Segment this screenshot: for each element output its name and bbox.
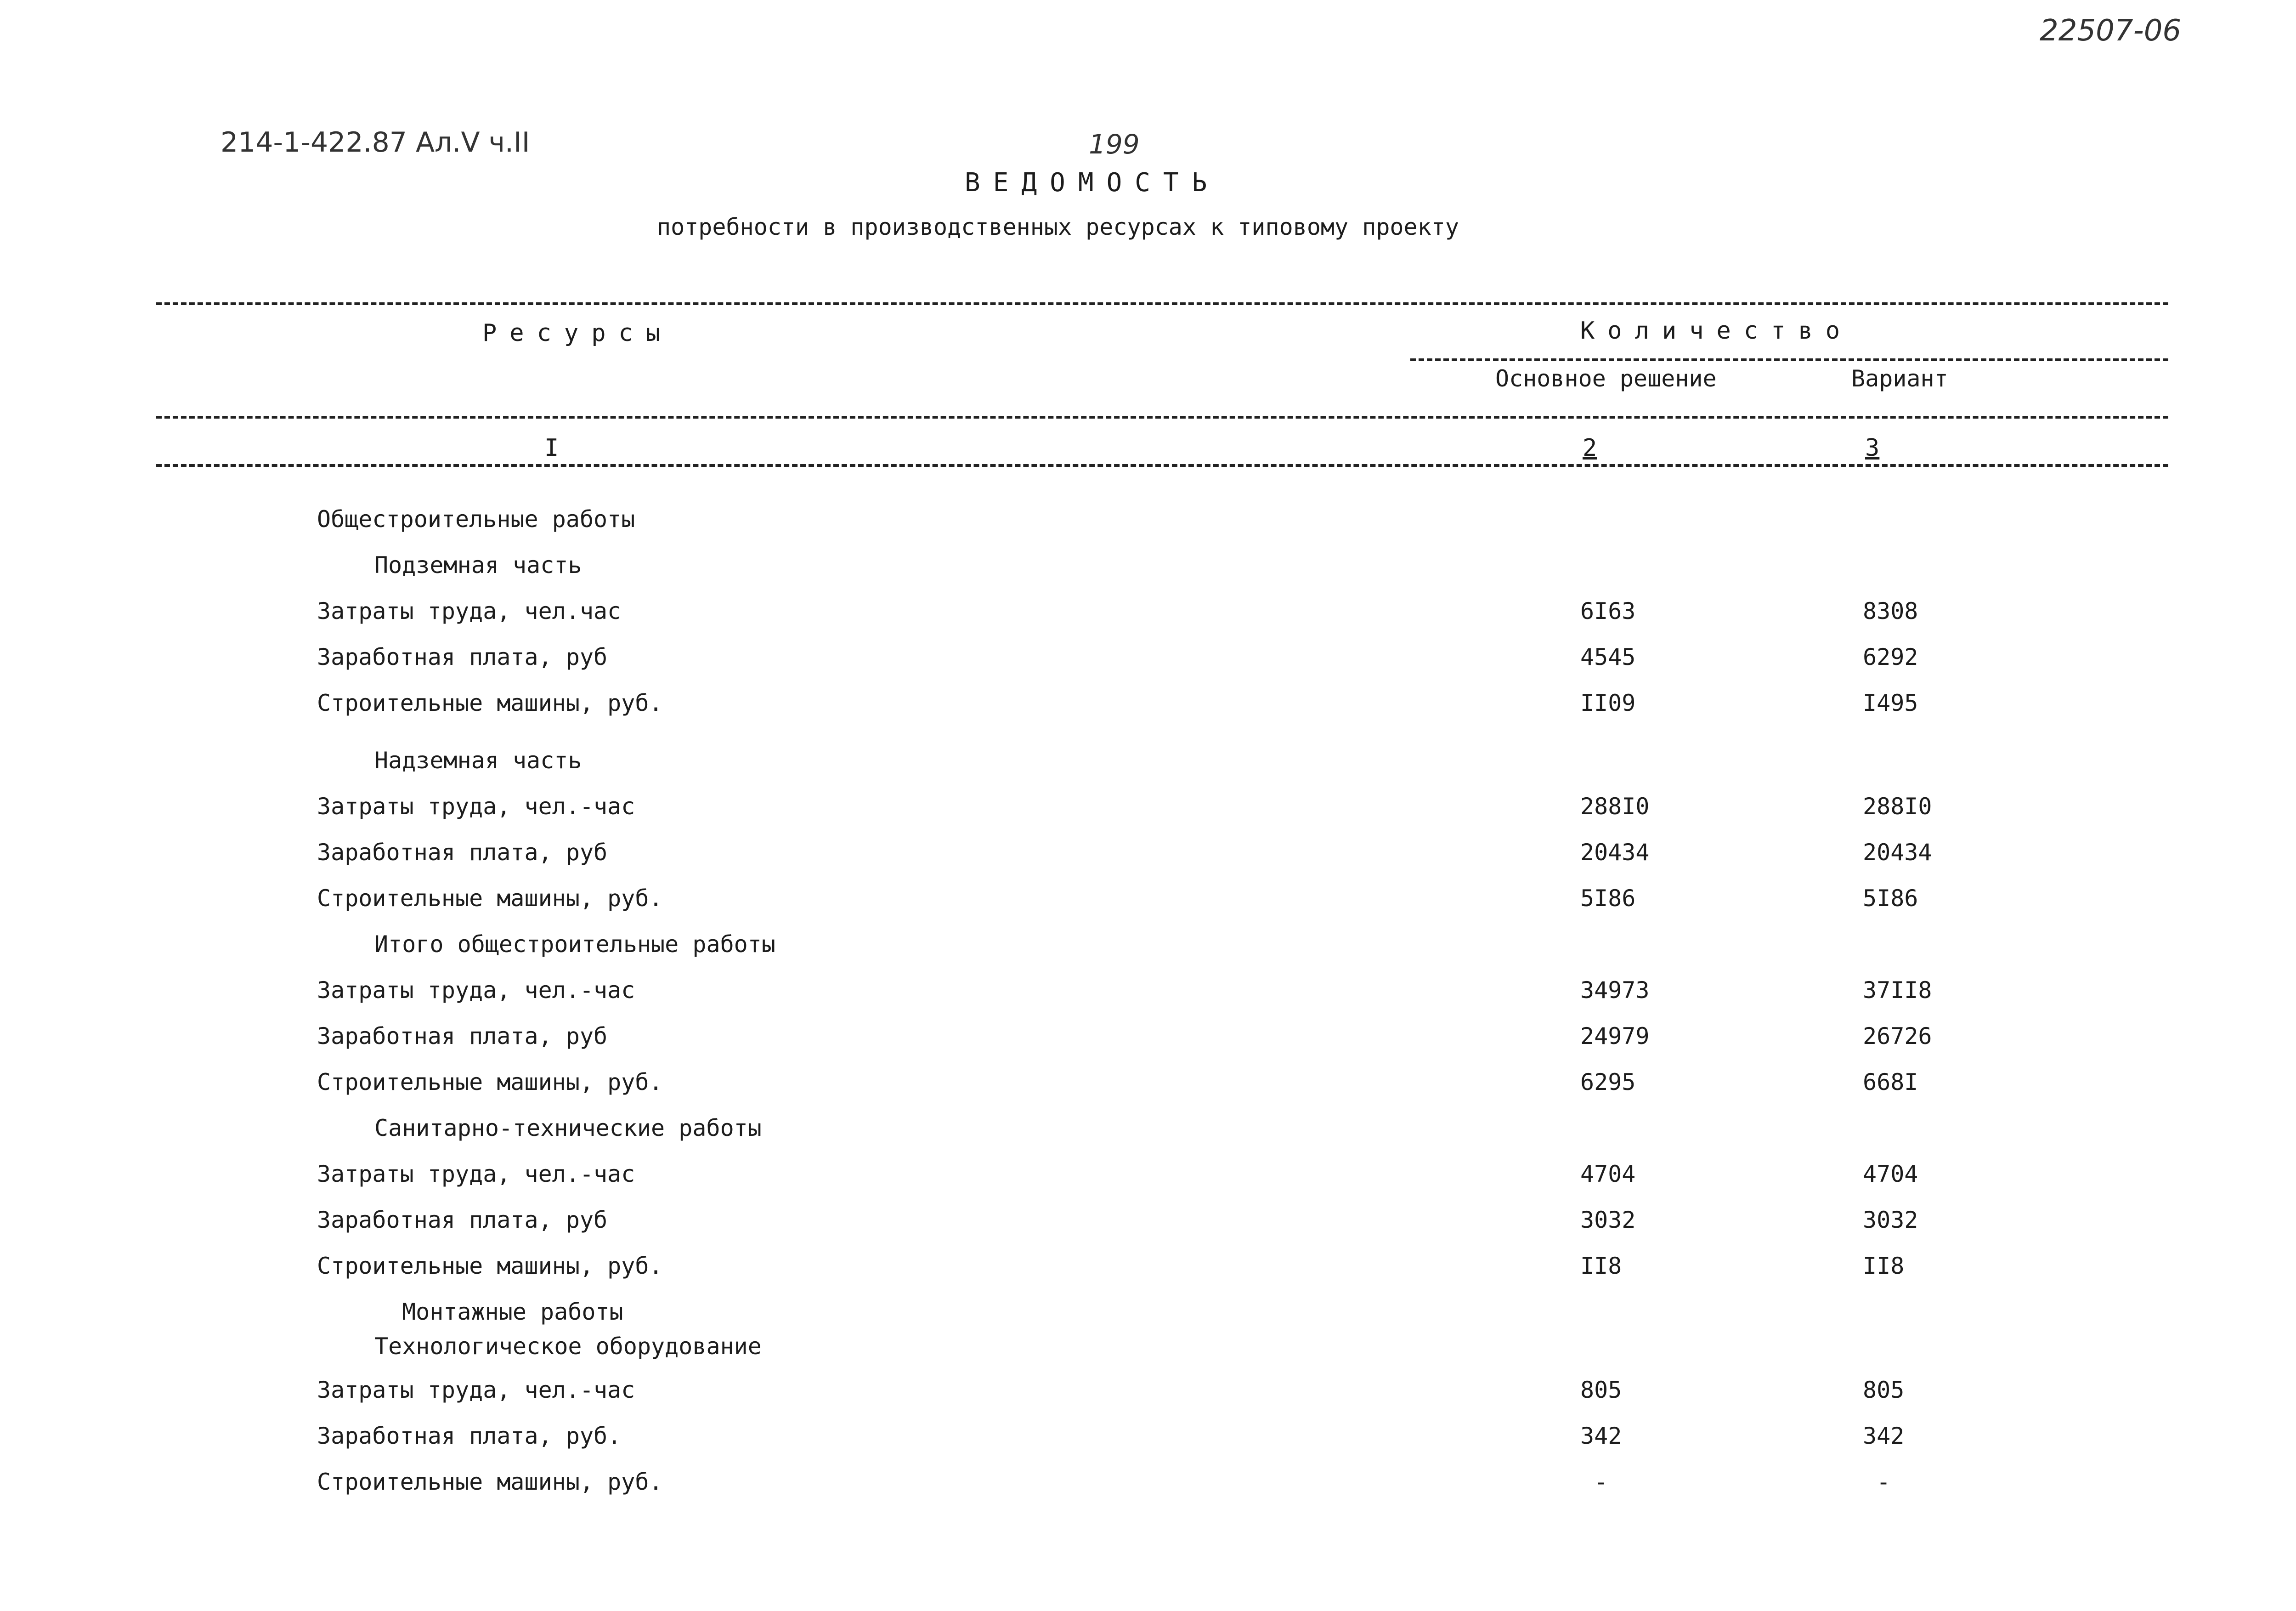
page-number: 199 xyxy=(1089,129,1140,160)
value-main-solution: II09 xyxy=(1580,690,1636,716)
value-variant: II8 xyxy=(1863,1253,1905,1279)
value-variant: 26726 xyxy=(1863,1023,1932,1049)
value-variant: I495 xyxy=(1863,690,1918,716)
value-main-solution: 4545 xyxy=(1580,644,1636,670)
header-main-solution: Основное решение xyxy=(1495,365,1717,392)
column-number-rule xyxy=(156,464,2168,467)
row-label: Санитарно-технические работы xyxy=(374,1115,762,1141)
value-main-solution: 4704 xyxy=(1580,1161,1636,1187)
row-label: Затраты труда, чел.час xyxy=(317,598,622,624)
row-label: Заработная плата, руб xyxy=(317,644,608,670)
row-label: Заработная плата, руб xyxy=(317,1207,608,1233)
row-label: Затраты труда, чел.-час xyxy=(317,793,635,820)
value-main-solution: 342 xyxy=(1580,1423,1622,1449)
value-variant: 8308 xyxy=(1863,598,1918,624)
value-main-solution: 6I63 xyxy=(1580,598,1636,624)
column-number-1: I xyxy=(544,434,559,462)
value-variant: 288I0 xyxy=(1863,793,1932,820)
row-label: Строительные машины, руб. xyxy=(317,1069,663,1095)
value-main-solution: - xyxy=(1594,1469,1608,1495)
header-variant: Вариант xyxy=(1851,365,1948,392)
value-variant: 668I xyxy=(1863,1069,1918,1095)
quantity-rule xyxy=(1410,358,2168,361)
value-variant: 37II8 xyxy=(1863,977,1932,1004)
document-code: 214-1-422.87 Ал.V ч.II xyxy=(221,126,530,159)
row-label: Заработная плата, руб xyxy=(317,839,608,866)
row-label: Итого общестроительные работы xyxy=(374,931,775,958)
column-number-3: 3 xyxy=(1865,434,1880,462)
column-number-2: 2 xyxy=(1583,434,1597,462)
value-main-solution: 288I0 xyxy=(1580,793,1650,820)
value-main-solution: 5I86 xyxy=(1580,885,1636,912)
row-label: Надземная часть xyxy=(374,747,582,774)
header-quantity: Количество xyxy=(1580,317,1853,345)
value-variant: 342 xyxy=(1863,1423,1905,1449)
archive-number: 22507-06 xyxy=(2040,14,2182,48)
value-main-solution: 34973 xyxy=(1580,977,1650,1004)
header-bottom-rule xyxy=(156,416,2168,419)
value-main-solution: II8 xyxy=(1580,1253,1622,1279)
value-main-solution: 805 xyxy=(1580,1377,1622,1403)
row-label: Подземная часть xyxy=(374,552,582,579)
value-variant: 6292 xyxy=(1863,644,1918,670)
value-variant: 805 xyxy=(1863,1377,1905,1403)
row-label: Технологическое оборудование xyxy=(374,1333,762,1360)
row-label: Затраты труда, чел.-час xyxy=(317,1161,635,1187)
header-resources: Ресурсы xyxy=(482,319,673,347)
row-label: Строительные машины, руб. xyxy=(317,1469,663,1495)
row-label: Строительные машины, руб. xyxy=(317,1253,663,1279)
value-main-solution: 6295 xyxy=(1580,1069,1636,1095)
row-label: Общестроительные работы xyxy=(317,506,635,533)
row-label: Заработная плата, руб. xyxy=(317,1423,622,1449)
value-main-solution: 24979 xyxy=(1580,1023,1650,1049)
row-label: Затраты труда, чел.-час xyxy=(317,977,635,1004)
value-main-solution: 3032 xyxy=(1580,1207,1636,1233)
row-label: Заработная плата, руб xyxy=(317,1023,608,1049)
value-variant: 3032 xyxy=(1863,1207,1918,1233)
value-variant: - xyxy=(1877,1469,1891,1495)
row-label: Затраты труда, чел.-час xyxy=(317,1377,635,1403)
value-variant: 5I86 xyxy=(1863,885,1918,912)
row-label: Строительные машины, руб. xyxy=(317,885,663,912)
row-label: Монтажные работы xyxy=(402,1299,623,1325)
table-top-rule xyxy=(156,302,2168,305)
row-label: Строительные машины, руб. xyxy=(317,690,663,716)
document-subtitle: потребности в производственных ресурсах к типовому проекту xyxy=(657,214,1459,240)
value-main-solution: 20434 xyxy=(1580,839,1650,866)
document-title: ВЕДОМОСТЬ xyxy=(965,168,1220,198)
value-variant: 20434 xyxy=(1863,839,1932,866)
value-variant: 4704 xyxy=(1863,1161,1918,1187)
